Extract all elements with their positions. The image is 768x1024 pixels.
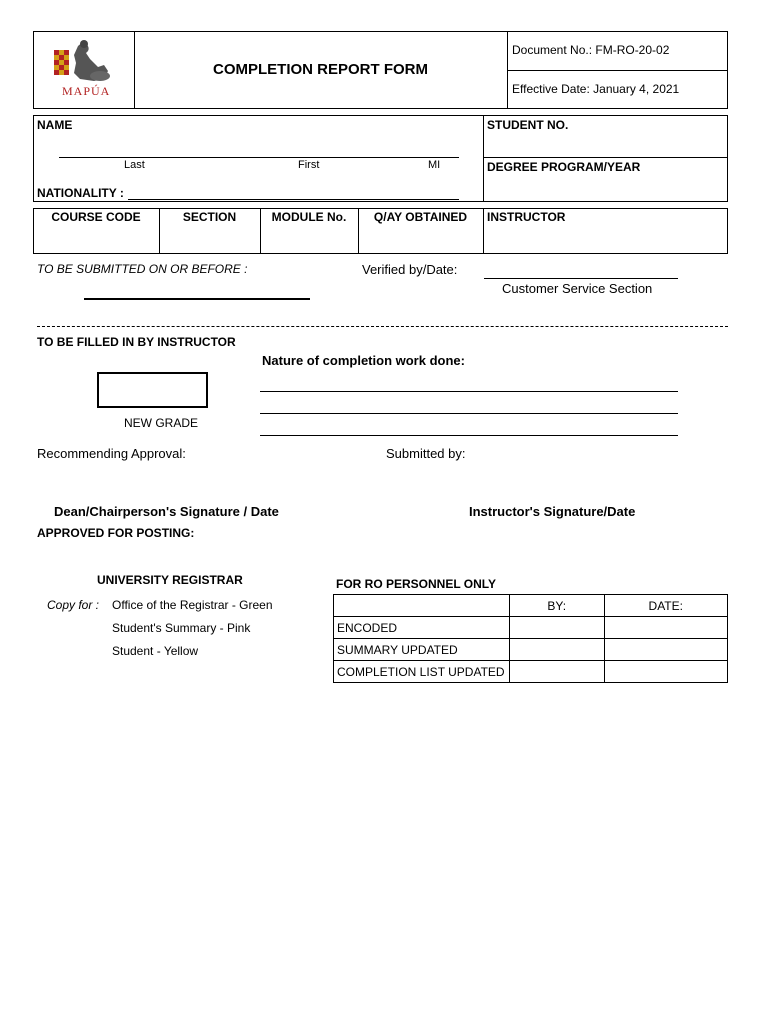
ro-personnel-heading: FOR RO PERSONNEL ONLY (336, 577, 497, 591)
table-row (334, 595, 728, 617)
copy-item: Office of the Registrar - Green (112, 598, 273, 612)
nationality-line[interactable] (128, 199, 459, 200)
encoded-date-cell[interactable] (604, 617, 727, 639)
logo-text: MAPÚA (62, 84, 111, 98)
row-label-completion-list: COMPLETION LIST UPDATED (334, 661, 510, 683)
degree-program-label: DEGREE PROGRAM/YEAR (487, 160, 641, 174)
qay-obtained-header: Q/AY OBTAINED (373, 210, 468, 224)
nature-line-1[interactable] (260, 391, 678, 392)
new-grade-label: NEW GRADE (124, 416, 199, 430)
recommending-approval-label: Recommending Approval: (37, 446, 186, 461)
module-no-header: MODULE No. (271, 210, 347, 224)
nature-of-work-label: Nature of completion work done: (262, 353, 465, 368)
student-no-divider (483, 157, 728, 158)
by-column-header: BY: (509, 595, 604, 617)
instructor-section-heading: TO BE FILLED IN BY INSTRUCTOR (37, 335, 236, 349)
verified-by-label: Verified by/Date: (362, 262, 458, 277)
submitted-by-label: Submitted by: (386, 446, 466, 461)
new-grade-box[interactable] (97, 372, 208, 408)
completion-date-cell[interactable] (604, 661, 727, 683)
table-row (334, 661, 728, 683)
date-column-header: DATE: (604, 595, 727, 617)
table-row (334, 617, 728, 639)
student-no-label: STUDENT NO. (487, 118, 569, 132)
instructor-signature-label: Instructor's Signature/Date (469, 504, 636, 519)
copy-item: Student - Yellow (112, 644, 199, 658)
name-line[interactable] (59, 157, 459, 158)
course-code-header: COURSE CODE (51, 210, 141, 224)
copy-for-label: Copy for : (47, 598, 100, 612)
nature-line-3[interactable] (260, 435, 678, 436)
dean-signature-label: Dean/Chairperson's Signature / Date (54, 504, 279, 519)
completion-by-cell[interactable] (509, 661, 604, 683)
nature-line-2[interactable] (260, 413, 678, 414)
document-number: Document No.: FM-RO-20-02 (512, 43, 670, 57)
first-label: First (298, 159, 320, 171)
row-label-summary-updated: SUMMARY UPDATED (334, 639, 510, 661)
course-divider-4 (483, 208, 484, 254)
table-row (334, 639, 728, 661)
submit-before-label: TO BE SUBMITTED ON OR BEFORE : (37, 262, 248, 276)
effective-date: Effective Date: January 4, 2021 (512, 82, 680, 96)
cut-line (37, 326, 728, 327)
section-header: SECTION (182, 210, 237, 224)
last-label: Last (124, 159, 145, 171)
summary-by-cell[interactable] (509, 639, 604, 661)
name-label: NAME (37, 118, 73, 132)
encoded-by-cell[interactable] (509, 617, 604, 639)
form-title: COMPLETION REPORT FORM (213, 61, 428, 78)
customer-service-label: Customer Service Section (502, 281, 653, 296)
header-divider-mid (507, 70, 728, 71)
ro-personnel-table (333, 594, 728, 683)
mi-label: MI (428, 159, 441, 171)
instructor-header: INSTRUCTOR (487, 210, 566, 224)
submit-date-line[interactable] (84, 298, 310, 300)
mapua-logo (48, 36, 124, 104)
summary-date-cell[interactable] (604, 639, 727, 661)
row-label-encoded: ENCODED (334, 617, 510, 639)
table-cell (334, 595, 510, 617)
university-registrar-label: UNIVERSITY REGISTRAR (97, 573, 243, 587)
copy-item: Student's Summary - Pink (112, 621, 251, 635)
verified-by-line[interactable] (484, 278, 678, 279)
nationality-label: NATIONALITY : (37, 186, 124, 200)
approved-for-posting-label: APPROVED FOR POSTING: (37, 526, 195, 540)
student-info-divider (483, 115, 484, 202)
